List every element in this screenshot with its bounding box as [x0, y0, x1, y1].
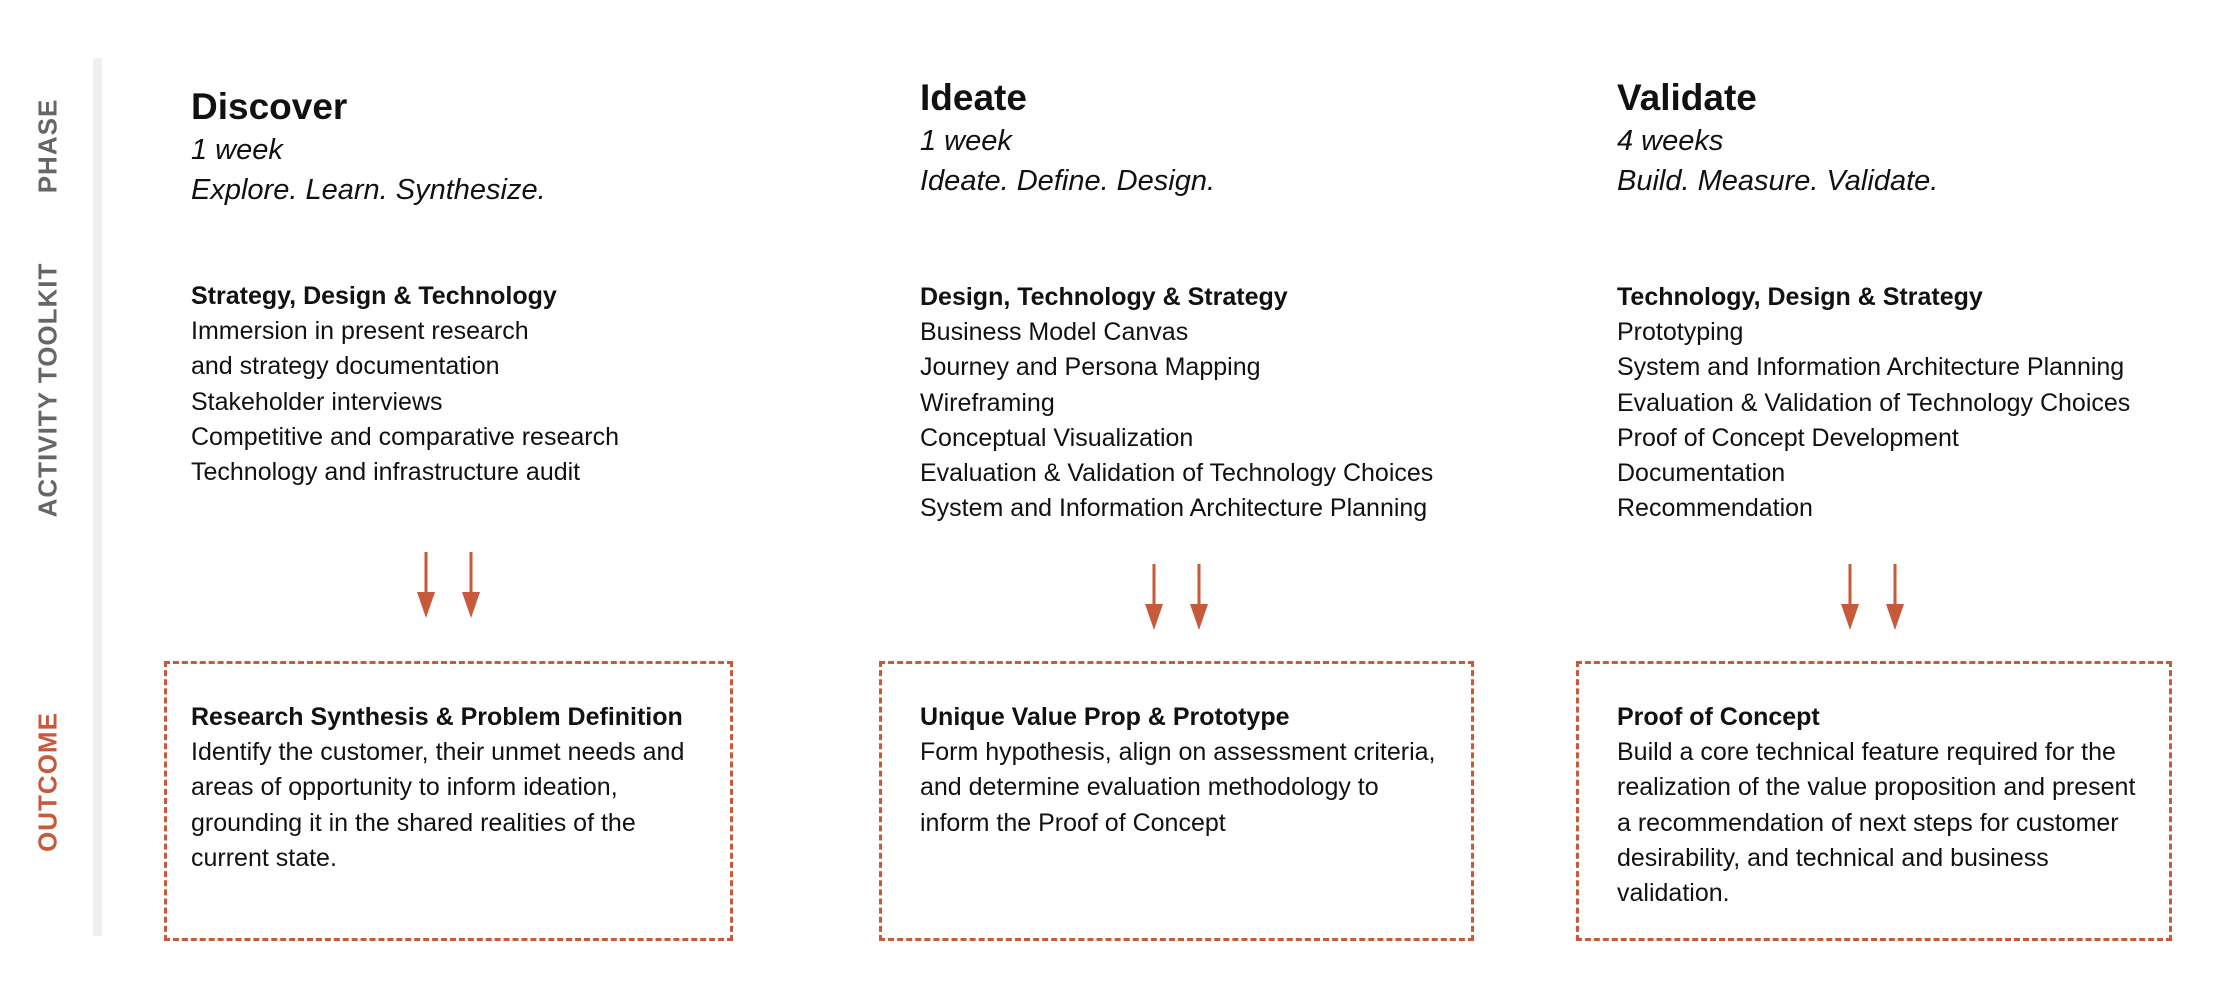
toolkit-discover	[191, 279, 851, 490]
left-rail	[93, 58, 102, 936]
toolkit-item: Business Model Canvas	[920, 318, 1189, 347]
phase-header-validate	[1617, 75, 2220, 201]
phase-header-ideate	[920, 75, 1580, 201]
toolkit-item: Competitive and comparative research	[191, 422, 619, 451]
toolkit-item: Stakeholder interviews	[191, 387, 443, 416]
toolkit-item: and strategy documentation	[191, 352, 500, 381]
arrow-head	[1886, 604, 1904, 630]
toolkit-item: Technology and infrastructure audit	[191, 458, 581, 487]
toolkit-heading: Strategy, Design & Technology	[191, 282, 557, 310]
phase-title: Ideate	[920, 77, 1027, 118]
toolkit-ideate	[920, 280, 1580, 526]
toolkit-validate	[1617, 280, 2197, 526]
outcome-title: Research Synthesis & Problem Definition	[191, 703, 683, 731]
toolkit-item: Recommendation	[1617, 494, 1813, 523]
toolkit-item: Immersion in present research	[191, 317, 529, 346]
outcome-box-discover	[164, 661, 733, 941]
down-arrows-validate	[1834, 562, 1914, 632]
toolkit-item: Evaluation & Validation of Technology Choices	[1617, 388, 2131, 417]
toolkit-item: Conceptual Visualization	[920, 423, 1194, 452]
toolkit-item: Prototyping	[1617, 318, 1744, 347]
phase-tagline: Build. Measure. Validate.	[1617, 165, 1939, 197]
phase-title: Discover	[191, 86, 348, 127]
toolkit-item: Proof of Concept Development	[1617, 423, 1959, 452]
toolkit-item: System and Information Architecture Planning	[1617, 353, 2125, 382]
phase-header-discover	[191, 84, 851, 210]
phase-duration: 1 week	[191, 134, 283, 166]
toolkit-item: Documentation	[1617, 459, 1786, 488]
down-arrows-discover	[410, 550, 490, 620]
phase-tagline: Ideate. Define. Design.	[920, 165, 1216, 197]
outcome-text: Form hypothesis, align on assessment criteria, and determine evaluation methodology to inform the Proof of Concept	[920, 738, 1436, 837]
outcome-row-label: OUTCOME	[32, 712, 63, 852]
outcome-text: Build a core technical feature required for the realization of the value proposition and present a recommendation of next steps for customer desirability, and technical and business validation.	[1617, 738, 2136, 908]
phase-duration: 4 weeks	[1617, 125, 1724, 157]
outcome-box-validate	[1576, 661, 2172, 941]
activity-toolkit-row-label: ACTIVITY TOOLKIT	[32, 262, 63, 518]
phase-tagline: Explore. Learn. Synthesize.	[191, 174, 546, 206]
arrow-head	[1145, 604, 1163, 630]
outcome-title: Proof of Concept	[1617, 703, 1820, 731]
phase-title: Validate	[1617, 77, 1757, 118]
outcome-title: Unique Value Prop & Prototype	[920, 703, 1290, 731]
arrow-head	[1190, 604, 1208, 630]
toolkit-item: Wireframing	[920, 388, 1055, 417]
outcome-text: Identify the customer, their unmet needs and areas of opportunity to inform ideation, grounding it in the shared realities of the current state.	[191, 738, 685, 872]
arrow-head	[417, 592, 435, 618]
arrow-head	[1841, 604, 1859, 630]
outcome-box-ideate	[879, 661, 1474, 941]
down-arrows-ideate	[1138, 562, 1218, 632]
toolkit-heading: Design, Technology & Strategy	[920, 283, 1288, 311]
phase-duration: 1 week	[920, 125, 1012, 157]
toolkit-item: Evaluation & Validation of Technology Choices	[920, 459, 1434, 488]
phase-row-label: PHASE	[32, 98, 63, 194]
toolkit-item: Journey and Persona Mapping	[920, 353, 1261, 382]
arrow-head	[462, 592, 480, 618]
toolkit-item: System and Information Architecture Planning	[920, 494, 1428, 523]
toolkit-heading: Technology, Design & Strategy	[1617, 283, 1983, 311]
